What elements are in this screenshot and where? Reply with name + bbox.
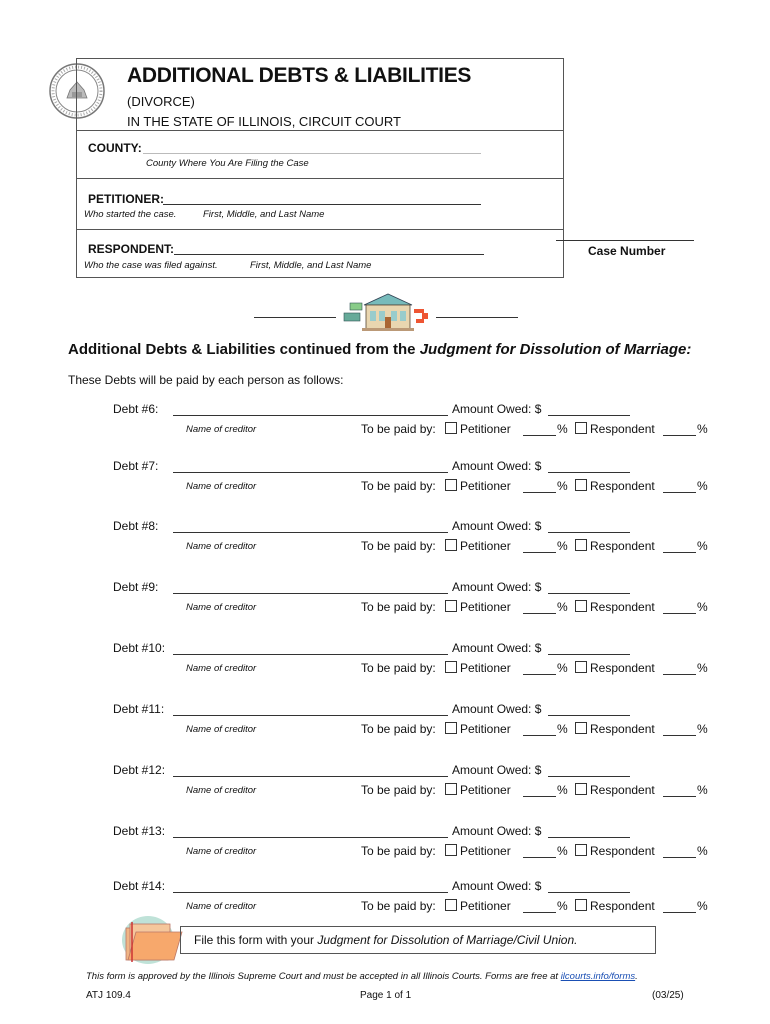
- respondent-percent-field[interactable]: [663, 613, 696, 614]
- paid-by-label: To be paid by:: [361, 844, 436, 858]
- respondent-label: Respondent: [590, 479, 655, 493]
- respondent-checkbox[interactable]: [575, 899, 587, 911]
- debt-label: Debt #11:: [113, 702, 165, 716]
- footer-approval-note: This form is approved by the Illinois Supreme Court and must be accepted in all Illinois Courts. Forms are free at ilcourts.info/forms.: [86, 971, 638, 982]
- petitioner-checkbox[interactable]: [445, 899, 457, 911]
- petitioner-percent-field[interactable]: [523, 492, 556, 493]
- percent-sign: %: [697, 539, 708, 553]
- respondent-checkbox[interactable]: [575, 783, 587, 795]
- creditor-hint: Name of creditor: [186, 663, 257, 674]
- paid-by-label: To be paid by:: [361, 479, 436, 493]
- debt-label: Debt #12:: [113, 763, 166, 777]
- county-field[interactable]: [143, 141, 481, 154]
- respondent-checkbox[interactable]: [575, 722, 587, 734]
- petitioner-name-hint: First, Middle, and Last Name: [203, 209, 325, 220]
- debt-label: Debt #14:: [113, 879, 166, 893]
- creditor-hint: Name of creditor: [186, 846, 257, 857]
- debt-label: Debt #8:: [113, 519, 159, 533]
- folder-icon: [118, 914, 186, 966]
- creditor-name-field[interactable]: [173, 776, 448, 777]
- respondent-percent-field[interactable]: [663, 857, 696, 858]
- section-intro: These Debts will be paid by each person as follows:: [68, 373, 344, 387]
- form-date: (03/25): [652, 990, 684, 1001]
- creditor-hint: Name of creditor: [186, 602, 257, 613]
- paid-by-label: To be paid by:: [361, 539, 436, 553]
- respondent-label: Respondent: [590, 899, 655, 913]
- form-id: ATJ 109.4: [86, 990, 131, 1001]
- case-number-field[interactable]: [556, 240, 694, 241]
- respondent-label: Respondent: [590, 600, 655, 614]
- percent-sign: %: [557, 539, 568, 553]
- percent-sign: %: [557, 479, 568, 493]
- form-title: ADDITIONAL DEBTS & LIABILITIES: [127, 64, 472, 87]
- percent-sign: %: [697, 844, 708, 858]
- percent-sign: %: [557, 422, 568, 436]
- amount-owed-field[interactable]: [548, 472, 630, 473]
- petitioner-checkbox[interactable]: [445, 783, 457, 795]
- respondent-label: Respondent: [590, 661, 655, 675]
- section-title: Additional Debts & Liabilities continued from the Judgment for Dissolution of Marriage:: [68, 341, 692, 358]
- respondent-percent-field[interactable]: [663, 735, 696, 736]
- debt-row: [0, 580, 770, 624]
- creditor-hint: Name of creditor: [186, 901, 257, 912]
- amount-owed-field[interactable]: [548, 593, 630, 594]
- respondent-hint: Who the case was filed against.: [84, 260, 218, 271]
- debt-label: Debt #10:: [113, 641, 166, 655]
- creditor-hint: Name of creditor: [186, 541, 257, 552]
- petitioner-checkbox[interactable]: [445, 539, 457, 551]
- respondent-name-hint: First, Middle, and Last Name: [250, 260, 372, 271]
- percent-sign: %: [697, 661, 708, 675]
- creditor-name-field[interactable]: [173, 654, 448, 655]
- amount-owed-label: Amount Owed: $: [452, 702, 542, 716]
- file-note: File this form with your Judgment for Dissolution of Marriage/Civil Union.: [194, 933, 578, 947]
- creditor-hint: Name of creditor: [186, 724, 257, 735]
- debt-label: Debt #7:: [113, 459, 159, 473]
- creditor-hint: Name of creditor: [186, 785, 257, 796]
- debt-row: [0, 519, 770, 563]
- respondent-percent-field[interactable]: [663, 674, 696, 675]
- petitioner-label: Petitioner: [460, 539, 511, 553]
- creditor-hint: Name of creditor: [186, 481, 257, 492]
- creditor-name-field[interactable]: [173, 593, 448, 594]
- petitioner-percent-field[interactable]: [523, 613, 556, 614]
- jurisdiction: IN THE STATE OF ILLINOIS, CIRCUIT COURT: [127, 114, 401, 129]
- percent-sign: %: [557, 899, 568, 913]
- county-label: COUNTY:: [88, 141, 142, 155]
- respondent-checkbox[interactable]: [575, 844, 587, 856]
- debt-row: [0, 702, 770, 746]
- amount-owed-label: Amount Owed: $: [452, 879, 542, 893]
- debt-label: Debt #6:: [113, 402, 159, 416]
- percent-sign: %: [557, 661, 568, 675]
- petitioner-label: Petitioner: [460, 479, 511, 493]
- petitioner-label: Petitioner: [460, 844, 511, 858]
- respondent-checkbox[interactable]: [575, 600, 587, 612]
- respondent-percent-field[interactable]: [663, 552, 696, 553]
- county-hint: County Where You Are Filing the Case: [146, 158, 309, 169]
- amount-owed-label: Amount Owed: $: [452, 763, 542, 777]
- petitioner-hint: Who started the case.: [84, 209, 177, 220]
- forms-link[interactable]: ilcourts.info/forms: [560, 971, 636, 982]
- form-subtitle: (DIVORCE): [127, 94, 195, 109]
- percent-sign: %: [557, 600, 568, 614]
- page-number: Page 1 of 1: [360, 990, 412, 1001]
- petitioner-label: PETITIONER:: [88, 192, 165, 206]
- creditor-name-field[interactable]: [173, 892, 448, 893]
- respondent-percent-field[interactable]: [663, 492, 696, 493]
- amount-owed-label: Amount Owed: $: [452, 824, 542, 838]
- respondent-label: RESPONDENT:: [88, 242, 175, 256]
- debt-row: [0, 641, 770, 685]
- percent-sign: %: [697, 899, 708, 913]
- debt-label: Debt #13:: [113, 824, 166, 838]
- petitioner-field[interactable]: [163, 192, 481, 205]
- petitioner-percent-field[interactable]: [523, 735, 556, 736]
- amount-owed-field[interactable]: [548, 776, 630, 777]
- percent-sign: %: [697, 479, 708, 493]
- amount-owed-label: Amount Owed: $: [452, 459, 542, 473]
- respondent-label: Respondent: [590, 722, 655, 736]
- respondent-checkbox[interactable]: [575, 479, 587, 491]
- respondent-percent-field[interactable]: [663, 912, 696, 913]
- petitioner-checkbox[interactable]: [445, 722, 457, 734]
- amount-owed-label: Amount Owed: $: [452, 402, 542, 416]
- divider-right: [436, 317, 518, 318]
- respondent-percent-field[interactable]: [663, 435, 696, 436]
- petitioner-label: Petitioner: [460, 600, 511, 614]
- percent-sign: %: [697, 422, 708, 436]
- petitioner-checkbox[interactable]: [445, 844, 457, 856]
- amount-owed-field[interactable]: [548, 892, 630, 893]
- creditor-name-field[interactable]: [173, 415, 448, 416]
- percent-sign: %: [697, 783, 708, 797]
- creditor-name-field[interactable]: [173, 472, 448, 473]
- paid-by-label: To be paid by:: [361, 722, 436, 736]
- petitioner-checkbox[interactable]: [445, 422, 457, 434]
- paid-by-label: To be paid by:: [361, 600, 436, 614]
- petitioner-percent-field[interactable]: [523, 552, 556, 553]
- amount-owed-field[interactable]: [548, 654, 630, 655]
- amount-owed-label: Amount Owed: $: [452, 519, 542, 533]
- petitioner-label: Petitioner: [460, 899, 511, 913]
- respondent-percent-field[interactable]: [663, 796, 696, 797]
- respondent-checkbox[interactable]: [575, 422, 587, 434]
- respondent-field[interactable]: [174, 242, 484, 255]
- creditor-name-field[interactable]: [173, 532, 448, 533]
- debt-row: [0, 402, 770, 446]
- amount-owed-field[interactable]: [548, 415, 630, 416]
- petitioner-label: Petitioner: [460, 661, 511, 675]
- amount-owed-label: Amount Owed: $: [452, 580, 542, 594]
- amount-owed-field[interactable]: [548, 715, 630, 716]
- paid-by-label: To be paid by:: [361, 899, 436, 913]
- petitioner-percent-field[interactable]: [523, 912, 556, 913]
- courthouse-money-icon: [342, 291, 434, 333]
- petitioner-percent-field[interactable]: [523, 435, 556, 436]
- percent-sign: %: [697, 722, 708, 736]
- amount-owed-field[interactable]: [548, 837, 630, 838]
- debt-row: [0, 459, 770, 503]
- respondent-checkbox[interactable]: [575, 661, 587, 673]
- petitioner-checkbox[interactable]: [445, 661, 457, 673]
- percent-sign: %: [557, 844, 568, 858]
- divider-left: [254, 317, 336, 318]
- petitioner-label: Petitioner: [460, 783, 511, 797]
- respondent-label: Respondent: [590, 783, 655, 797]
- debt-row: [0, 763, 770, 807]
- respondent-label: Respondent: [590, 539, 655, 553]
- case-number-label: Case Number: [588, 244, 666, 258]
- petitioner-checkbox[interactable]: [445, 479, 457, 491]
- paid-by-label: To be paid by:: [361, 783, 436, 797]
- percent-sign: %: [697, 600, 708, 614]
- petitioner-percent-field[interactable]: [523, 796, 556, 797]
- respondent-label: Respondent: [590, 844, 655, 858]
- percent-sign: %: [557, 783, 568, 797]
- respondent-checkbox[interactable]: [575, 539, 587, 551]
- creditor-hint: Name of creditor: [186, 424, 257, 435]
- creditor-name-field[interactable]: [173, 715, 448, 716]
- creditor-name-field[interactable]: [173, 837, 448, 838]
- debt-row: [0, 879, 770, 923]
- respondent-label: Respondent: [590, 422, 655, 436]
- debt-row: [0, 824, 770, 868]
- percent-sign: %: [557, 722, 568, 736]
- debt-label: Debt #9:: [113, 580, 159, 594]
- petitioner-label: Petitioner: [460, 722, 511, 736]
- paid-by-label: To be paid by:: [361, 422, 436, 436]
- petitioner-label: Petitioner: [460, 422, 511, 436]
- paid-by-label: To be paid by:: [361, 661, 436, 675]
- amount-owed-field[interactable]: [548, 532, 630, 533]
- petitioner-percent-field[interactable]: [523, 674, 556, 675]
- petitioner-percent-field[interactable]: [523, 857, 556, 858]
- petitioner-checkbox[interactable]: [445, 600, 457, 612]
- amount-owed-label: Amount Owed: $: [452, 641, 542, 655]
